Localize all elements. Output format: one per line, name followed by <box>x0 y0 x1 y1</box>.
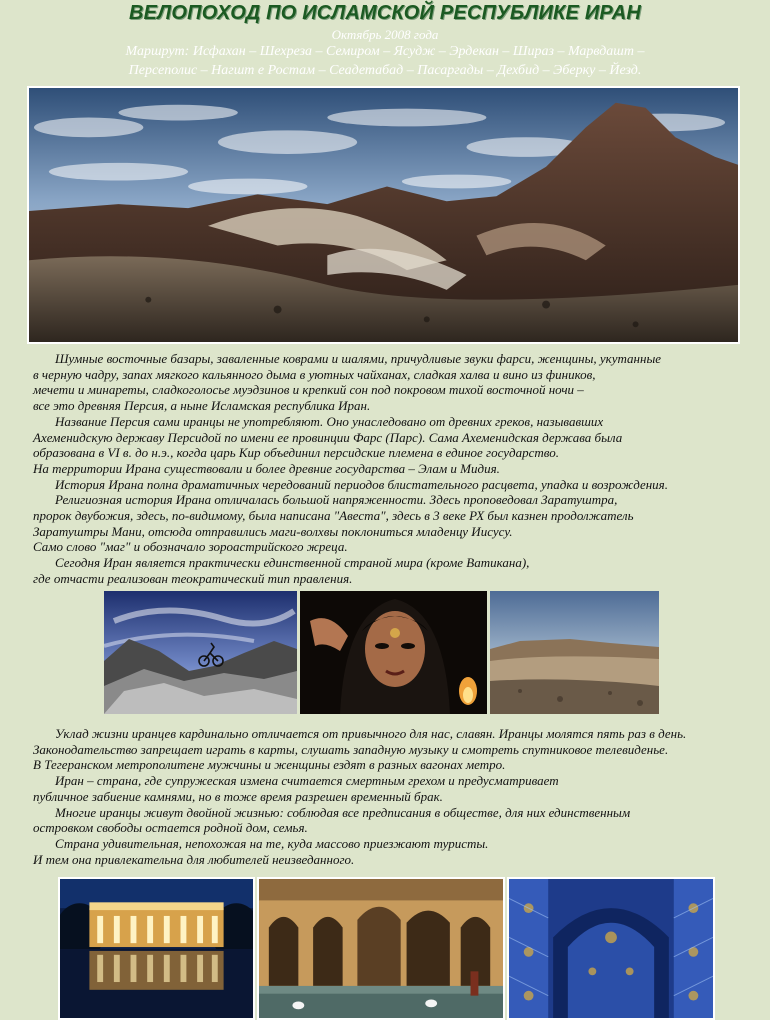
paragraph-line: островком свободы остается родной дом, семья. <box>33 820 308 836</box>
paragraph-line: Само слово "маг" и обозначало зороастрийского жреца. <box>33 539 348 555</box>
page-title: ВЕЛОПОХОД ПО ИСЛАМСКОЙ РЕСПУБЛИКЕ ИРАН <box>128 2 641 24</box>
cyclist-on-rocks-photo <box>104 591 297 714</box>
route-description <box>0 42 770 80</box>
paragraph-line: На территории Ирана существовали и более древние государства – Элам и Мидия. <box>33 460 500 476</box>
paragraph-line: все это древняя Персия, а ныне Исламская республика Иран. <box>33 398 371 414</box>
desert-plateau-photo <box>490 591 659 714</box>
paragraph-line: Сегодня Иран является практически единственной страной мира (кроме Ватикана), <box>55 555 530 571</box>
night-palace-reflection-photo <box>58 877 255 1020</box>
route-line: Маршрут: Исфахан – Шехреза – Семиром – Ясудж – Эрдекан – Шираз – Марвдашт – <box>125 44 645 59</box>
article-section-1 <box>33 351 758 587</box>
paragraph-line: Иран – страна, где супружеская измена считается смертным грехом и предусматривает <box>55 773 559 789</box>
trip-date: Октябрь 2008 года <box>331 27 439 42</box>
paragraph-line: образована в VI в. до н.э., когда царь Кир объединил персидские племена в единое государство. <box>33 445 559 461</box>
paragraph-line: Религиозная история Ирана отличалась большой напряженности. Здесь проповедовал Заратуштра, <box>55 492 618 508</box>
paragraph-line: Шумные восточные базары, заваленные коврами и шалями, причудливые звуки фарси, женщины, укутанные <box>55 351 662 366</box>
paragraph-line: История Ирана полна драматичных чередований периодов блистательного расцвета, упадка и возрождения. <box>55 476 668 492</box>
blue-mosaic-tiles-photo <box>507 877 715 1020</box>
paragraph-line: где отчасти реализован теократический тип правления. <box>33 570 353 586</box>
article-section-2 <box>33 726 758 867</box>
paragraph-line: публичное забиение камнями, но в тоже время разрешен временный брак. <box>33 788 443 804</box>
paragraph-line: Страна удивительная, непохожая на те, куда массово приезжают туристы. <box>55 835 489 851</box>
palace-courtyard-arches-photo <box>257 877 505 1020</box>
paragraph-line: пророк двубожия, здесь, по-видимому, была написана "Авеста", здесь в 3 веке РХ был казнен продолжатель <box>33 508 634 524</box>
paragraph-line: Законодательство запрещает играть в карты, слушать западную музыку и смотреть спутниковое телевиденье. <box>33 741 669 757</box>
paragraph-line: Уклад жизни иранцев кардинально отличается от привычного для нас, славян. Иранцы молятся пять раз в день. <box>55 726 687 741</box>
paragraph-line: Многие иранцы живут двойной жизнью: соблюдая все предписания в обществе, для них единственным <box>55 804 631 820</box>
paragraph-line: в черную чадру, запах мягкого кальянного дыма в уютных чайханах, сладкая халва и вино из фиников, <box>33 366 596 382</box>
paragraph-line: В Тегеранском метрополитене мужчины и женщины ездят в разных вагонах метро. <box>33 757 506 773</box>
paragraph-line: Ахеменидскую державу Персидой по имени ее провинции Фарс (Парс). Сама Ахеменидская держава была <box>33 429 623 445</box>
paragraph-line: И тем она привлекательна для любителей неизведанного. <box>33 851 355 867</box>
route-line: Персеполис – Нагшт е Ростам – Сеадетабад – Пасаргады – Дехбид – Эберку – Йезд. <box>128 63 642 78</box>
paragraph-line: мечети и минареты, сладкоголосье муэдзинов и крепкий сон под покровом тихой восточной ночи – <box>33 382 584 398</box>
paragraph-line: Название Персия сами иранцы не употребляют. Оно унаследовано от древних греков, называвших <box>55 413 604 429</box>
paragraph-line: Заратуштры Мани, отсюда отправились маги-волхвы поклониться младенцу Иисусу. <box>33 523 513 539</box>
veiled-woman-photo <box>300 591 487 714</box>
mountain-panorama-photo <box>27 86 740 344</box>
